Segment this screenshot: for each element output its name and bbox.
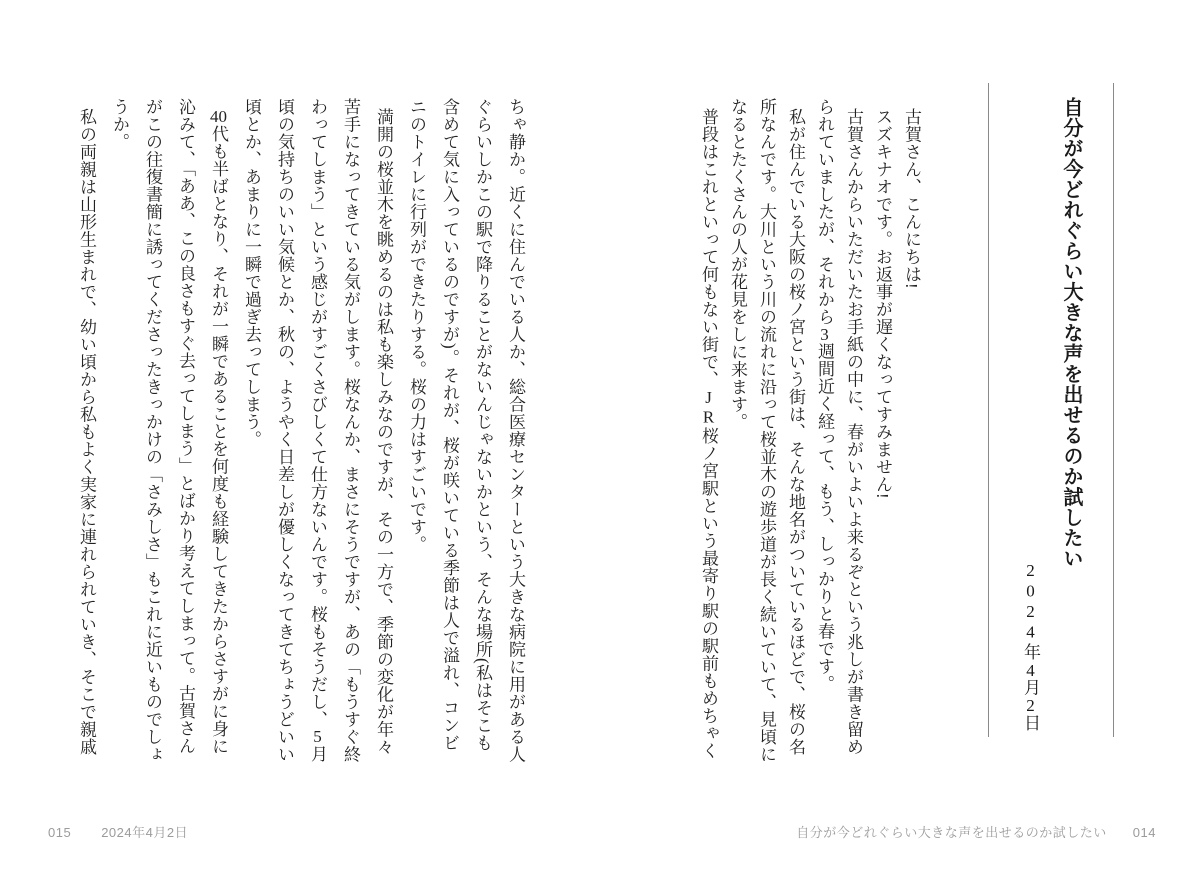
footer-date: 2024年4月2日 [101,825,189,840]
text-column: ちゃ静か。近くに住んでいる人か、総合医療センターという大きな病院に用がある人 [506,98,525,763]
text-column: 苦手になってきている気がします。桜なんか、まさにそうですが、あの「もうすぐ終 [341,98,360,763]
text-column: 沁みて、「ああ、この良さもすぐ去ってしまう」とばかり考えてしまって。古賀さん [176,98,195,755]
text-column: 頃の気持ちのいい気候とか、秋の、ようやく日差しが優しくなってきてちょうどいい [275,98,294,763]
text-column: 私の両親は山形生まれで、幼い頃から私もよく実家に連れられていき、そこで親戚 [77,108,96,756]
text-column: 頃とか、あまりに一瞬で過ぎ去ってしまう。 [242,98,261,448]
text-column: 所なんです。大川という川の流れに沿って桜並木の遊歩道が長く続いていて、見頃に [757,98,776,763]
footer-left [48,822,188,841]
text-column: 満開の桜並木を眺めるのは私も楽しみなのですが、その一方で、季節の変化が年々 [374,108,393,756]
chapter-date: 2024年4月2日 [1021,561,1040,733]
page-number-left: 015 [48,825,72,840]
text-column: わってしまう」という感じがすごくさびしくて仕方ないんです。桜もそうだし、5月 [308,98,327,763]
text-column: ニのトイレに行列ができたりする。桜の力はすごいです。 [407,98,426,553]
text-column: 私が住んでいる大阪の桜ノ宮という街は、そんな地名がついているほどで、桜の名 [786,108,805,756]
text-column: うか。 [110,98,129,151]
text-column: がこの往復書簡に誘ってくださったきっかけの「さみしさ」もこれに近いものでしょ [143,98,162,763]
text-column: 含めて気に入っているのですが)。それが、桜が咲いている季節は人で溢れ、コンビ [440,98,459,752]
footer-right [796,822,1156,841]
body-text-left [70,98,532,766]
text-column: スズキナオです。お返事が遅くなってすみません! [873,108,892,500]
text-column: なるとたくさんの人が花見をしに来ます。 [728,98,747,431]
footer-running-title: 自分が今どれぐらい大きな声を出せるのか試したい [796,825,1107,840]
chapter-title: 自分が今どれぐらい大きな声を出せるのか試したい [1060,97,1082,569]
text-column: 古賀さん、こんにちは! [902,108,921,290]
text-column: 古賀さんからいただいたお手紙の中に、春がいよいよ来るぞという兆しが書き留め [844,108,863,756]
chapter-header [988,83,1114,737]
text-column: 普段はこれといって何もない街で、JR桜ノ宮駅という最寄り駅の駅前もめちゃく [699,108,718,760]
body-text-right [694,98,926,766]
text-column: られていましたが、それから3週間近く経って、もう、しっかりと春です。 [815,98,834,693]
text-column: ぐらいしかこの駅で降りることがないんじゃないかという、そんな場所(私はそこも [473,98,492,752]
text-column: 40代も半ばとなり、それが一瞬であることを何度も経験してきたからさすがに身に [209,108,228,755]
page-number-right: 014 [1132,825,1156,840]
